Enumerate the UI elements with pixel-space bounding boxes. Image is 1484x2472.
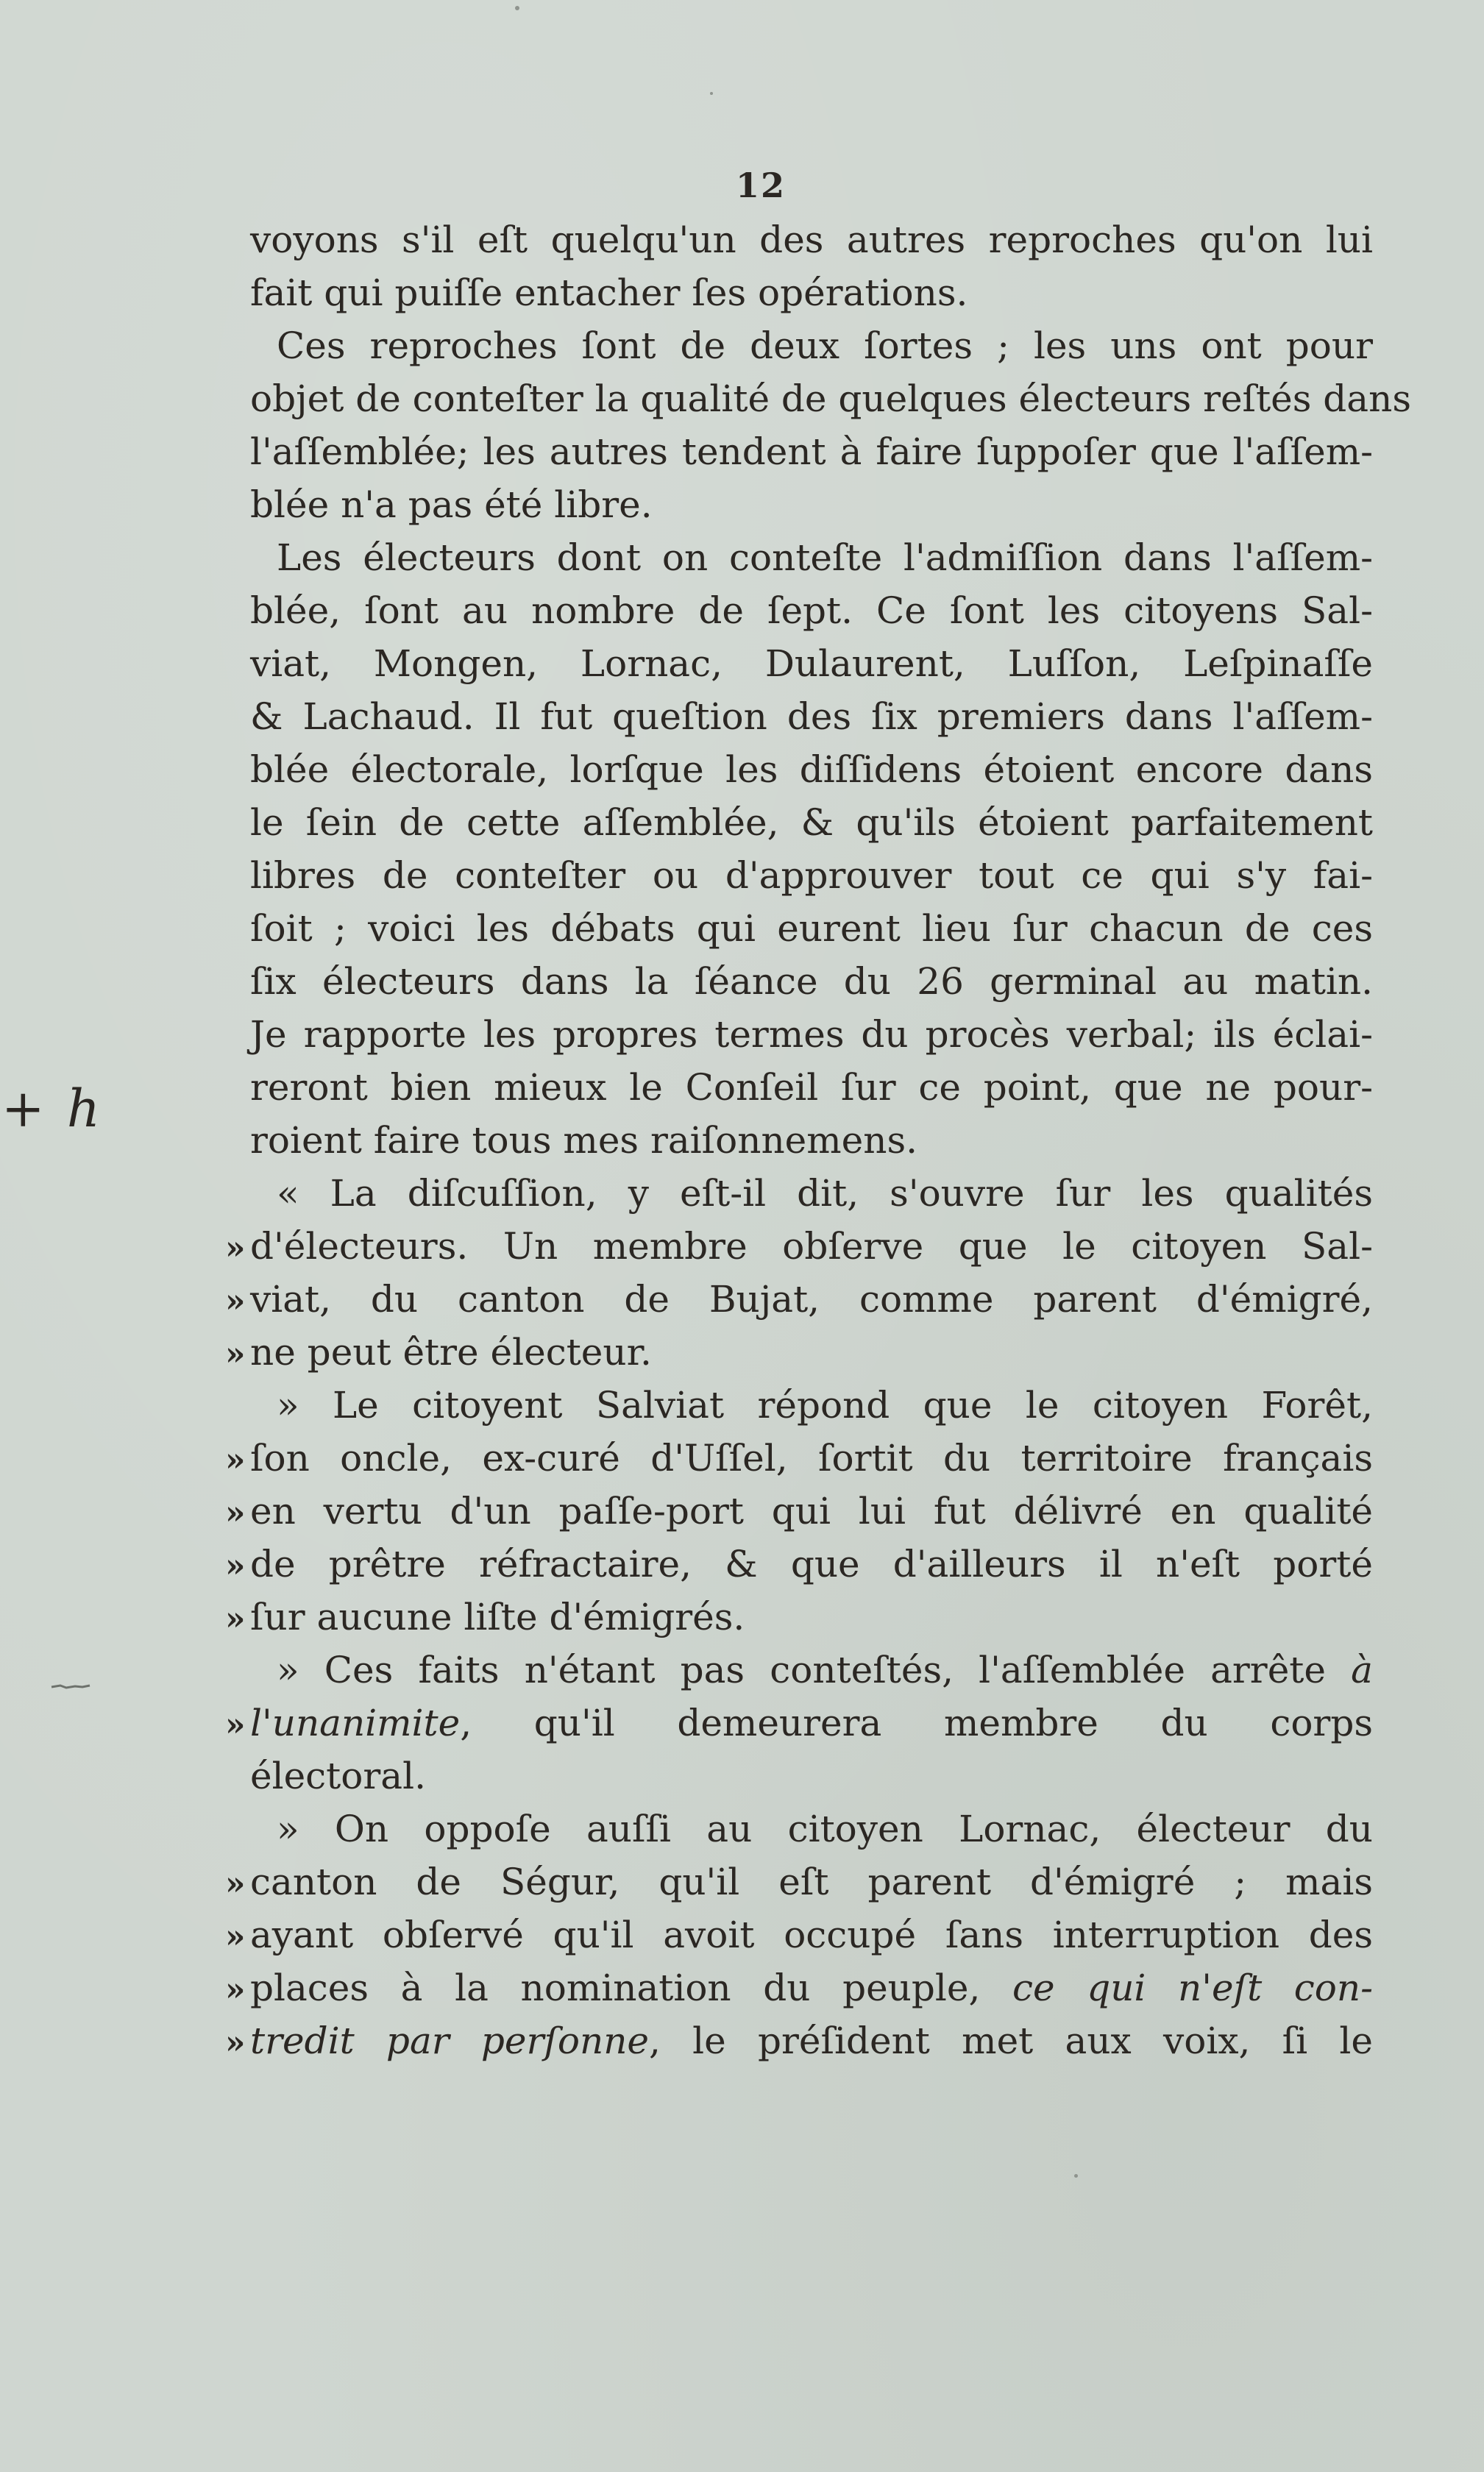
text-line [225,1331,1373,1384]
line-text [250,1808,1373,1850]
line-text [250,1490,1373,1532]
line-text [250,324,1373,367]
text-line [225,1808,1373,1861]
text-line [225,377,1411,430]
quote-mark: » [225,2024,246,2061]
plain-text: électoral. [250,1755,426,1797]
plain-text: reront bien mieux le Conſeil ſur ce point, que ne pour- [250,1066,1373,1109]
line-text [250,1066,1373,1109]
line-text [250,960,1373,1003]
plain-text: blée, ſont au nombre de ſept. Ce ſont les citoyens Sal- [250,589,1373,632]
text-line [225,589,1373,642]
plain-text: , qu'il demeurera membre du corps [460,1702,1373,1744]
quote-mark: » [225,1600,246,1638]
text-line [225,324,1373,377]
plain-text: & Lachaud. Il fut queſtion des ſix premiers dans l'aſſem- [250,695,1373,738]
plain-text: Je rapporte les propres termes du procès verbal; ils éclai- [250,1013,1373,1056]
handwritten-margin-note: + h [1,1079,103,1139]
plain-text: blée électorale, lorſque les diſſidens étoient encore dans [250,748,1373,791]
line-text [250,430,1373,473]
plain-text: le ſein de cette aſſemblée, & qu'ils étoient parfaitement [250,801,1373,844]
text-line [225,1172,1373,1225]
quote-mark: » [225,1706,246,1744]
text-line [225,960,1373,1013]
text-line [225,430,1373,483]
line-text [250,377,1411,420]
plain-text: ne peut être électeur. [250,1331,652,1374]
quote-mark: » [225,1971,246,2009]
text-line [225,1437,1373,1490]
text-line [225,801,1373,854]
text-line [225,1596,1373,1649]
line-text [250,1861,1373,1903]
quote-mark: » [225,1918,246,1956]
line-text [250,801,1373,844]
plain-text: voyons s'il eſt quelqu'un des autres reproches qu'on lui [250,219,1373,261]
plain-text: » Le citoyent Salviat répond que le citoyen Forêt, [277,1384,1373,1427]
line-text [250,1278,1373,1321]
text-line [225,695,1373,748]
plain-text: l'aſſemblée; les autres tendent à faire ſuppoſer que l'aſſem- [250,430,1373,473]
plain-text: objet de conteſter la qualité de quelques électeurs reſtés dans [250,377,1411,420]
line-text [250,1967,1373,2009]
plain-text: » On oppoſe auſſi au citoyen Lornac, électeur du [277,1808,1373,1850]
text-line [225,1013,1373,1066]
plain-text: libres de conteſter ou d'approuver tout ce qui s'y fai- [250,854,1373,897]
plain-text: fait qui puiſſe entacher ſes opérations. [250,271,968,314]
text-line [225,219,1373,271]
italic-text: l'unanimite [250,1702,461,1744]
plain-text: viat, du canton de Bujat, comme parent d'émigré, [250,1278,1373,1321]
plain-text: Ces reproches ſont de deux ſortes ; les uns ont pour [277,324,1373,367]
plain-text: ayant obſervé qu'il avoit occupé ſans interruption des [250,1914,1373,1956]
plain-text: ſix électeurs dans la ſéance du 26 germinal au matin. [250,960,1373,1003]
text-line [225,1384,1373,1437]
line-text [250,536,1373,579]
page-number: 12 [736,166,787,205]
line-text [250,1437,1373,1480]
line-text [250,1914,1373,1956]
text-line [225,1225,1373,1278]
text-line [225,1066,1373,1119]
plain-text: « La diſcuſſion, y eſt-il dit, s'ouvre ſur les qualités [277,1172,1373,1215]
plain-text: d'électeurs. Un membre obſerve que le citoyen Sal- [250,1225,1373,1268]
line-text [250,483,1373,526]
line-text [250,1702,1373,1744]
line-text [250,2020,1373,2062]
plain-text: » Ces faits n'étant pas conteſtés, l'aſſemblée arrête [277,1649,1326,1691]
line-text [250,1013,1373,1056]
plain-text: Les électeurs dont on conteſte l'admiſſion dans l'aſſem- [277,536,1373,579]
text-line [225,748,1373,801]
text-line [225,1755,1373,1808]
line-text [250,1119,1373,1162]
line-text [250,907,1373,950]
line-text [250,1225,1373,1268]
pencil-mark-icon [50,1680,91,1692]
line-text [250,748,1373,791]
text-line [225,907,1373,960]
plain-text: ſon oncle, ex-curé d'Uſſel, ſortit du territoire français [250,1437,1373,1480]
line-text [250,219,1373,261]
text-line [225,271,1373,324]
quote-mark: » [225,1335,246,1373]
quote-mark: » [225,1229,246,1267]
italic-text: ce qui n'eſt con- [1012,1967,1373,2009]
text-line [225,2020,1373,2073]
quote-mark: » [225,1441,246,1479]
line-text [250,271,1373,314]
quote-mark: » [225,1494,246,1532]
line-text [250,854,1373,897]
text-line [225,483,1373,536]
text-line [225,642,1373,695]
line-text [250,1596,1373,1638]
line-text [250,1331,1373,1374]
plain-text: de prêtre réfractaire, & que d'ailleurs il n'eſt porté [250,1543,1373,1585]
line-text [250,1543,1373,1585]
text-line [225,1490,1373,1543]
line-text [250,695,1373,738]
line-text [250,1172,1373,1215]
plain-text: ſur aucune liſte d'émigrés. [250,1596,745,1638]
quote-mark: » [225,1282,246,1320]
text-line [225,1543,1373,1596]
line-text [250,1755,1373,1797]
text-line [225,1914,1373,1967]
body-text [225,219,1411,2073]
line-text [250,642,1373,685]
italic-text: à [1351,1649,1373,1691]
text-line [225,1861,1373,1914]
text-line [225,1967,1373,2020]
text-line [225,1649,1373,1702]
plain-text: places à la nomination du peuple, [250,1967,981,2009]
text-line [225,1119,1373,1172]
plain-text: ſoit ; voici les débats qui eurent lieu ſur chacun de ces [250,907,1373,950]
plain-text: viat, Mongen, Lornac, Dulaurent, Luſſon, Leſpinaſſe [250,642,1373,685]
plain-text: blée n'a pas été libre. [250,483,653,526]
plain-text: canton de Ségur, qu'il eſt parent d'émigré ; mais [250,1861,1373,1903]
line-text [250,1649,1373,1691]
quote-mark: » [225,1547,246,1585]
text-line [225,1278,1373,1331]
plain-text: roient faire tous mes raiſonnemens. [250,1119,918,1162]
line-text [250,589,1373,632]
italic-text: tredit par perſonne [250,2020,650,2062]
line-text [250,1384,1373,1427]
text-line [225,1702,1373,1755]
quote-mark: » [225,1865,246,1903]
text-line [225,536,1373,589]
plain-text: , le préſident met aux voix, ſi le [649,2020,1373,2062]
text-line [225,854,1373,907]
plain-text: en vertu d'un paſſe-port qui lui fut délivré en qualité [250,1490,1373,1532]
